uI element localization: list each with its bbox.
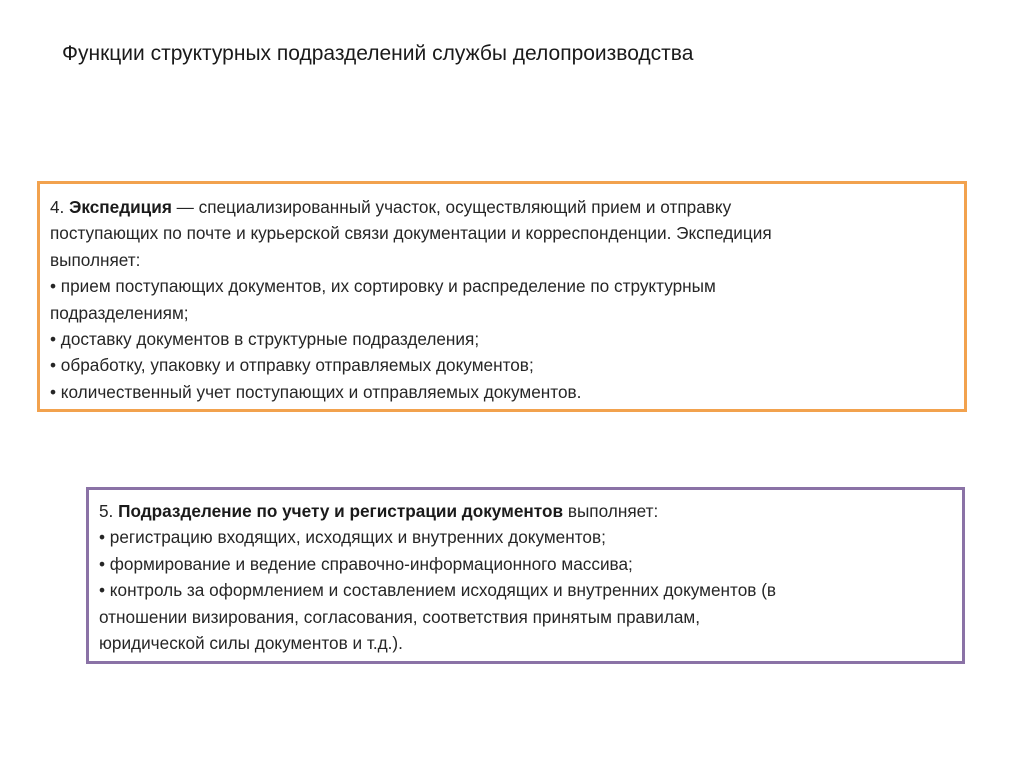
registration-bullet-item: • контроль за оформлением и составлением исходящих и внутренних документов (в: [99, 580, 777, 601]
expedition-box: [37, 181, 967, 412]
expedition-text-line: поступающих по почте и курьерской связи документации и корреспонденции. Экспедиция: [50, 223, 772, 244]
expedition-bullet-item: • прием поступающих документов, их сортировку и распределение по структурным: [50, 276, 716, 297]
expedition-heading-line: [50, 194, 954, 220]
registration-bullet-item: • регистрацию входящих, исходящих и внутренних документов;: [99, 527, 606, 548]
expedition-number: 4.: [50, 197, 70, 217]
registration-definition: выполняет:: [563, 501, 659, 521]
expedition-text-line: подразделениям;: [50, 302, 189, 323]
registration-text-line: юридической силы документов и т.д.).: [99, 633, 403, 654]
registration-number: 5.: [99, 501, 119, 521]
registration-box: [86, 487, 965, 664]
registration-text-line: отношении визирования, согласования, соответствия принятым правилам,: [99, 606, 701, 627]
registration-bullet-item: • формирование и ведение справочно-информационного массива;: [99, 553, 633, 574]
expedition-definition: — специализированный участок, осуществляющий прием и отправку: [171, 197, 732, 217]
registration-heading-line: [99, 498, 952, 524]
expedition-bullet-item: • обработку, упаковку и отправку отправляемых документов;: [50, 355, 534, 376]
expedition-text-line: выполняет:: [50, 249, 141, 270]
expedition-bullet-item: • доставку документов в структурные подразделения;: [50, 329, 480, 350]
page-title: Функции структурных подразделений службы делопроизводства: [62, 42, 694, 65]
expedition-bullet-item: • количественный учет поступающих и отправляемых документов.: [50, 381, 582, 402]
registration-term: Подразделение по учету и регистрации документов: [118, 501, 564, 521]
expedition-term: Экспедиция: [69, 197, 172, 217]
